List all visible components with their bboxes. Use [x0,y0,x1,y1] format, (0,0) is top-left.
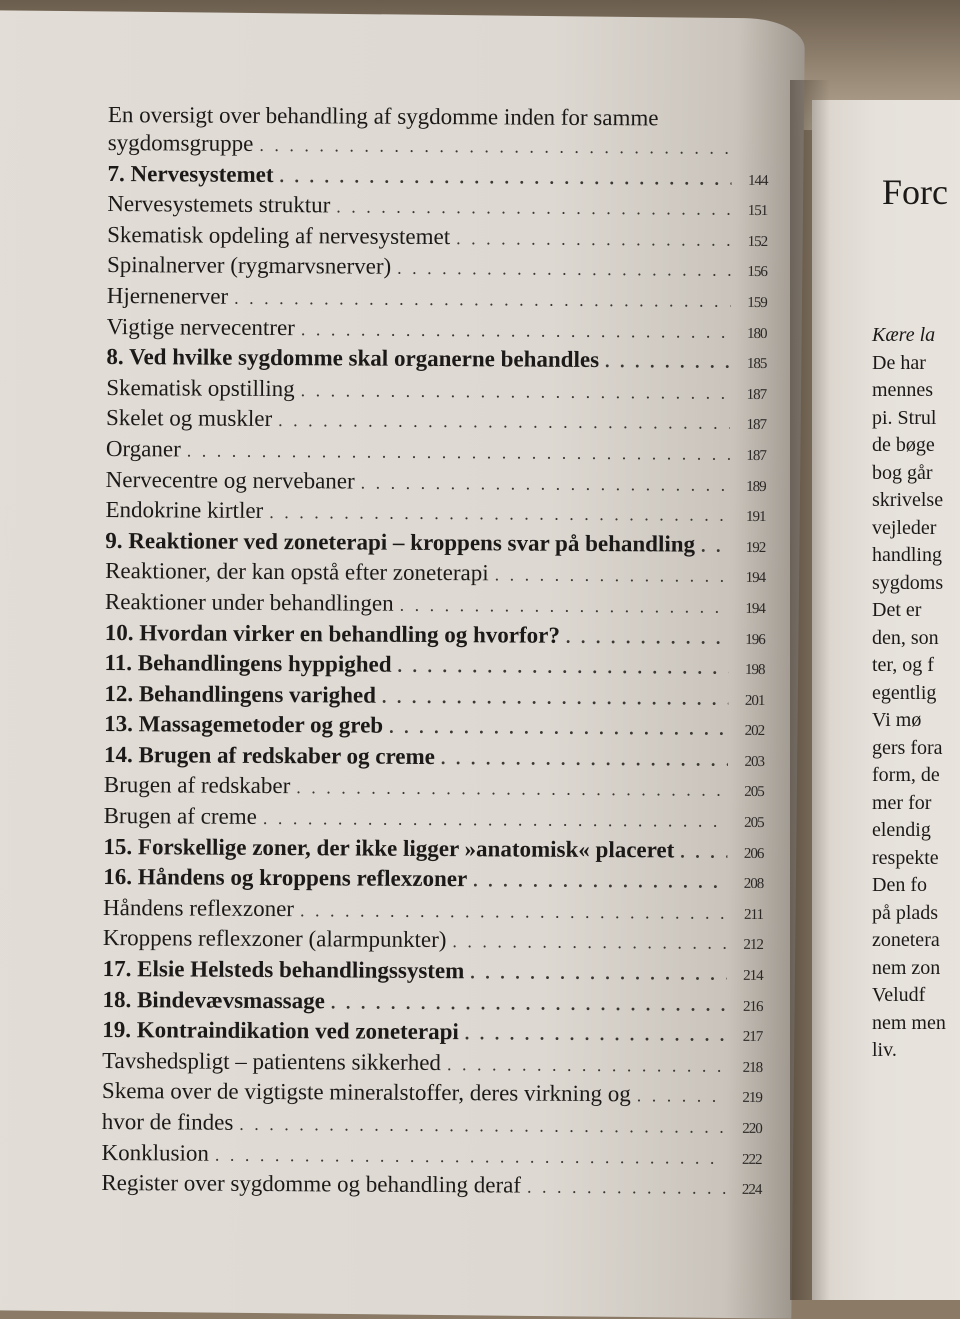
toc-entry [108,128,768,163]
toc-page-number: 159 [737,288,767,318]
toc-page-number: 192 [735,533,765,563]
right-page-line: handling [872,542,960,570]
toc-entry [106,403,766,438]
toc-page-number: 201 [734,686,764,716]
toc-entry [103,862,763,897]
toc-dot-leader [278,405,730,438]
toc-dot-leader [361,467,730,499]
toc-dot-leader [215,1139,726,1172]
toc-page-number: 152 [737,227,767,257]
toc-entry-label: 16. Håndens og kroppens reflexzoner [103,862,467,894]
right-page-line: sygdoms [872,570,960,598]
toc-dot-leader [263,803,728,836]
toc-dot-leader [397,253,731,285]
toc-page-number: 218 [732,1053,762,1083]
toc-entry-label: Organer [106,434,181,464]
right-page-heading: Forc [882,170,960,214]
toc-entry [105,617,765,652]
right-page-line: liv. [872,1037,960,1065]
toc-dot-leader [637,1081,726,1112]
table-of-contents [101,100,768,1203]
toc-page-number: 202 [734,716,764,746]
toc-dot-leader [301,375,731,408]
right-page-line: ter, og f [872,652,960,680]
toc-entry-label: Håndens reflexzoner [103,893,294,924]
right-page-line: vejleder [872,515,960,543]
toc-entry [102,985,762,1020]
toc-dot-leader [301,314,731,347]
toc-entry-label: 19. Kontraindikation ved zoneterapi [102,1015,459,1047]
toc-dot-leader [300,895,727,928]
toc-entry-label: Kroppens reflexzoner (alarmpunkter) [103,923,447,955]
toc-entry [105,495,765,530]
toc-page-number: 220 [732,1114,762,1144]
toc-page-number: 191 [735,502,765,532]
right-page-line: Kære la [872,322,960,350]
toc-dot-leader [239,1109,726,1142]
toc-page-number: 211 [733,900,763,930]
toc-dot-leader [456,223,731,255]
toc-entry-label: sygdomsgruppe [108,128,254,159]
right-page-line: egentlig [872,680,960,708]
toc-entry-label: Endokrine kirtler [105,495,263,526]
toc-page-number: 206 [733,838,763,868]
toc-entry-label: 14. Brugen af redskaber og creme [104,740,435,772]
book-gutter [790,80,830,1300]
right-page-line: form, de [872,762,960,790]
toc-entry [105,587,765,622]
toc-entry-label: 13. Massagemetoder og greb [104,709,383,741]
toc-entry [103,923,763,958]
toc-entry-label: 17. Elsie Helsteds behandlingssystem [103,954,465,986]
toc-entry-label: En oversigt over behandling af sygdomme inden for samme [108,100,659,133]
toc-dot-leader [296,773,728,806]
toc-entry-label: 11. Behandlingens hyppighed [104,648,391,680]
toc-dot-leader [234,283,731,316]
toc-entry [103,954,763,989]
toc-page-number: 189 [736,471,766,501]
toc-entry [102,1046,762,1081]
right-page-line: gers fora [872,735,960,763]
toc-entry [104,648,764,683]
toc-dot-leader [441,743,728,775]
toc-page-number: 205 [734,777,764,807]
toc-page-number: 203 [734,747,764,777]
right-page-line: bog går [872,460,960,488]
toc-dot-leader [336,192,731,224]
toc-entry-label: Reaktioner, der kan opstå efter zoneterapi [105,556,489,588]
toc-page-number: 219 [732,1083,762,1113]
toc-page-number: 144 [737,165,767,195]
toc-dot-leader [566,621,729,652]
toc-page-number: 187 [736,410,766,440]
toc-entry [106,434,766,469]
toc-dot-leader [331,987,727,1019]
toc-page-number: 214 [733,961,763,991]
toc-entry [107,189,767,224]
toc-entry-label: Skelet og muskler [106,403,272,434]
toc-entry-label: 10. Hvordan virker en behandling og hvorfor? [105,617,560,650]
right-page-line: mer for [872,790,960,818]
right-page-line: Veludf [872,982,960,1010]
right-page-line: respekte [872,845,960,873]
toc-entry-label: Skematisk opdeling af nervesystemet [107,220,450,252]
toc-entry [102,1015,762,1050]
toc-entry [106,465,766,500]
toc-page-number: 196 [735,624,765,654]
toc-dot-leader [680,836,727,866]
right-page-line: Den fo [872,872,960,900]
toc-page-number: 205 [734,808,764,838]
toc-entry-label: 15. Forskellige zoner, der ikke ligger »anatomisk« placeret [103,832,674,865]
toc-entry [102,1076,762,1111]
toc-entry-label: Register over sygdomme og behandling deraf [101,1168,521,1201]
toc-page-number: 187 [736,380,766,410]
right-page-line: mennes [872,377,960,405]
toc-dot-leader [389,712,728,744]
toc-dot-leader [701,530,729,560]
right-page-line: Det er [872,597,960,625]
toc-entry [108,100,768,132]
right-page-line: De har [872,350,960,378]
toc-entry-label: Tavshedspligt – patientens sikkerhed [102,1046,441,1078]
toc-entry [107,250,767,285]
toc-entry-label: Skematisk opstilling [106,373,295,404]
toc-page-number: 156 [737,257,767,287]
toc-page-number: 194 [735,594,765,624]
right-page-line: zonetera [872,927,960,955]
toc-entry-label: Spinalnerver (rygmarvsnerver) [107,250,391,282]
toc-page-number: 212 [733,930,763,960]
toc-dot-leader [527,1172,726,1203]
toc-page-number: 185 [736,349,766,379]
toc-entry [103,893,763,928]
right-page-lines [872,322,960,1065]
toc-dot-leader [397,651,728,683]
right-page-line: nem zon [872,955,960,983]
toc-entry [101,1168,761,1203]
toc-dot-leader [452,927,727,959]
toc-dot-leader [465,1018,727,1050]
toc-entry [107,281,767,316]
toc-entry [107,220,767,255]
toc-entry-label: Konklusion [101,1138,209,1169]
toc-entry-label: 12. Behandlingens varighed [104,679,376,711]
toc-entry-label: 8. Ved hvilke sygdomme skal organerne behandles [106,342,599,375]
toc-page-number: 151 [737,196,767,226]
right-page-line: Vi mø [872,707,960,735]
right-page-line: skrivelse [872,487,960,515]
toc-entry [104,709,764,744]
toc-dot-leader [470,957,727,989]
toc-entry [105,526,765,561]
right-page-line: den, son [872,625,960,653]
toc-entry [102,1107,762,1142]
toc-dot-leader [279,161,731,194]
toc-page-number: 180 [736,318,766,348]
toc-page-number: 194 [735,563,765,593]
toc-entry [104,770,764,805]
toc-entry-label: Reaktioner under behandlingen [105,587,394,619]
right-page-line: de bøge [872,432,960,460]
toc-dot-leader [605,346,731,377]
toc-entry [103,832,763,867]
toc-entry-label: Brugen af creme [104,801,257,832]
toc-entry-label: Nervecentre og nervebaner [106,465,355,497]
right-page-line: nem men [872,1010,960,1038]
toc-entry-label: 9. Reaktioner ved zoneterapi – kroppens svar på behandling [105,526,695,560]
toc-page-number: 224 [731,1175,761,1205]
toc-dot-leader [382,681,729,713]
toc-entry-label: hvor de findes [102,1107,234,1138]
toc-page-number: 187 [736,441,766,471]
toc-page-number: 216 [732,991,762,1021]
right-page-text [872,170,960,1065]
toc-entry-label: Vigtige nervecentrer [107,312,295,343]
toc-dot-leader [495,560,730,591]
right-page-line: på plads [872,900,960,928]
toc-entry-label: Skema over de vigtigste mineralstoffer, deres virkning og [102,1076,631,1109]
toc-entry [107,159,767,194]
toc-entry [104,679,764,714]
toc-page-number: 198 [734,655,764,685]
toc-entry-label: Brugen af redskaber [104,770,291,801]
toc-dot-leader [187,435,730,468]
toc-entry-label: Hjernenerver [107,281,228,312]
toc-entry-label: 7. Nervesystemet [107,159,273,190]
toc-page-number: 222 [731,1144,761,1174]
toc-page-number: 217 [732,1022,762,1052]
toc-entry [106,342,766,377]
toc-entry [106,373,766,408]
toc-entry [107,312,767,347]
toc-entry [105,556,765,591]
toc-dot-leader [473,865,727,897]
right-page-line: elendig [872,817,960,845]
toc-entry-label: Nervesystemets struktur [107,189,330,220]
toc-entry [101,1138,761,1173]
toc-dot-leader [259,130,732,163]
right-page-line: pi. Strul [872,405,960,433]
toc-page-number: 208 [733,869,763,899]
toc-dot-leader [447,1049,726,1081]
toc-entry [104,740,764,775]
toc-dot-leader [400,590,729,622]
toc-entry [104,801,764,836]
toc-entry-label: 18. Bindevævsmassage [102,985,325,1016]
toc-dot-leader [269,497,729,530]
